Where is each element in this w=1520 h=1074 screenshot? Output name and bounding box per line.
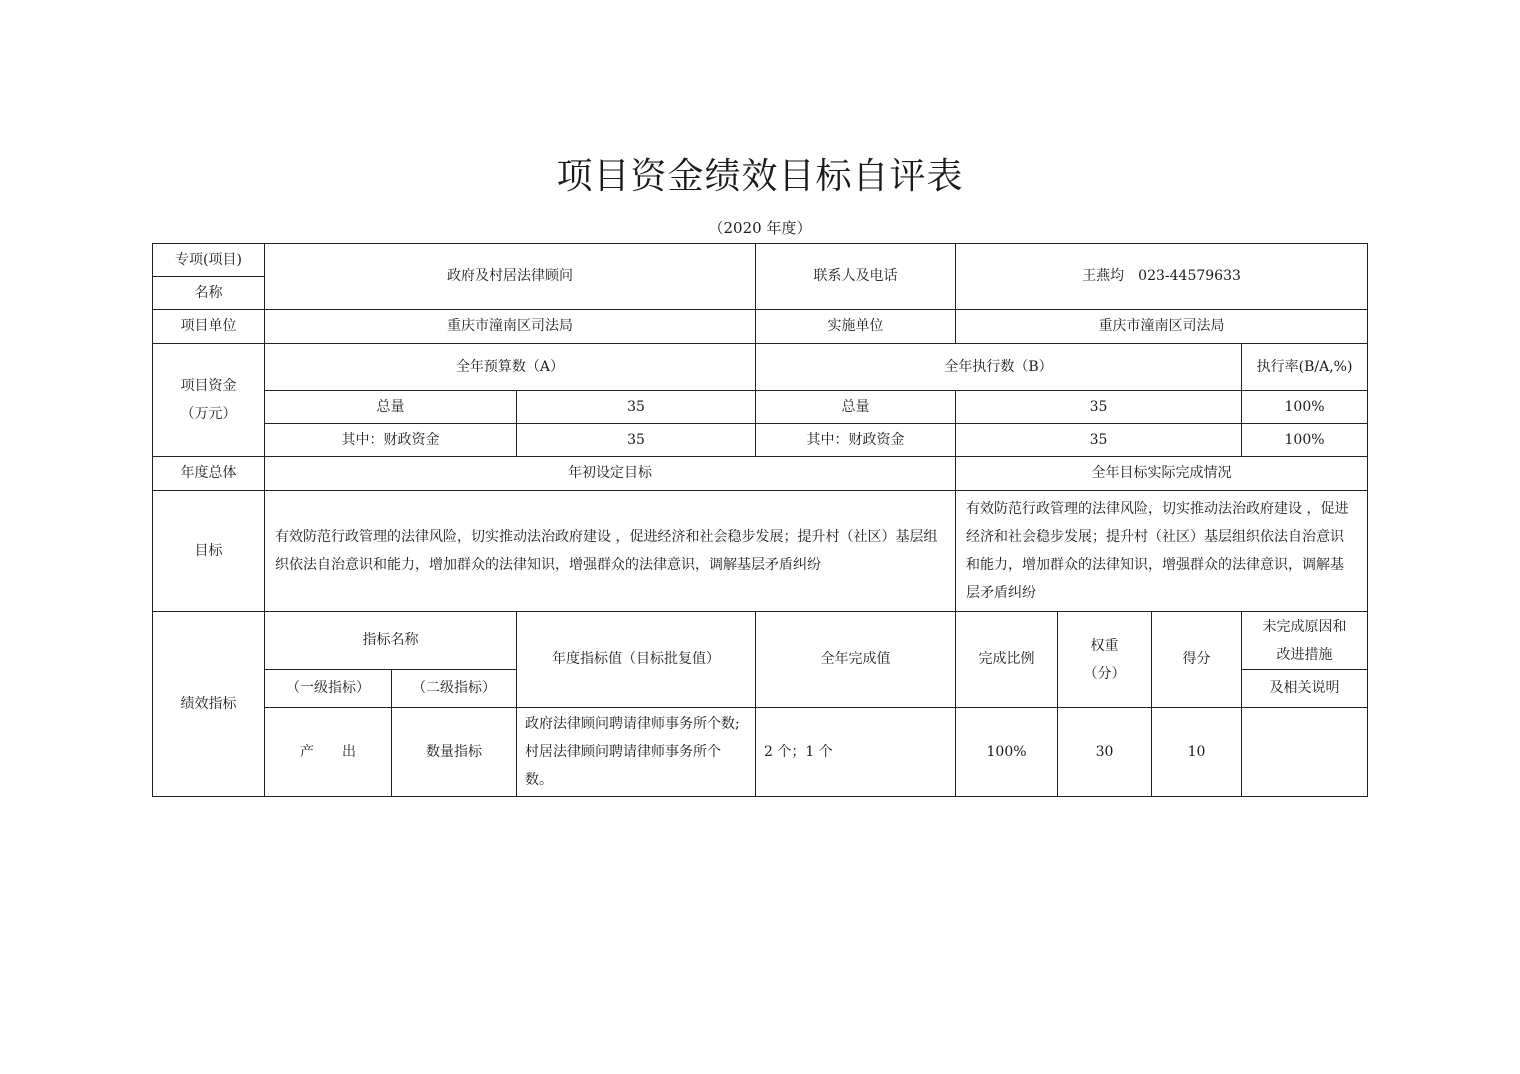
contact-value: 王燕均 023-44579633: [956, 244, 1368, 310]
indicator-name-header: 指标名称: [265, 612, 517, 670]
reason-header-1: 未完成原因和: [1262, 618, 1347, 635]
total-exec-value: 35: [956, 391, 1242, 424]
ratio-header: 完成比例: [956, 612, 1058, 708]
total-budget-label: 总量: [265, 391, 517, 424]
funds-label-2: （万元）: [180, 406, 237, 422]
initial-goal-header: 年初设定目标: [265, 457, 956, 491]
project-unit-value: 重庆市潼南区司法局: [265, 310, 756, 344]
project-unit-label: 项目单位: [153, 310, 265, 344]
row-level2: 数量指标: [392, 708, 517, 797]
row-weight: 30: [1058, 708, 1152, 797]
budget-header: 全年预算数（A）: [265, 344, 756, 391]
row-actual: 2 个；1 个: [756, 708, 956, 797]
score-header: 得分: [1152, 612, 1242, 708]
evaluation-table: [152, 243, 1368, 797]
completed-value-header: 全年完成值: [756, 612, 956, 708]
impl-unit-label: 实施单位: [756, 310, 956, 344]
funds-label: [153, 344, 265, 457]
row-note: [1242, 708, 1368, 797]
goal-label-1: 年度总体: [153, 457, 265, 491]
row-target: 政府法律顾问聘请律师事务所个数;村居法律顾问聘请律师事务所个数。: [517, 708, 756, 797]
impl-unit-value: 重庆市潼南区司法局: [956, 310, 1368, 344]
weight-header-2: （分）: [1083, 665, 1126, 682]
level1-header: （一级指标）: [265, 670, 392, 708]
actual-goal-text: 有效防范行政管理的法律风险，切实推动法治政府建设 ，促进经济和社会稳步发展；提升村（社区）基层组织依法自治意识和能力，增加群众的法律知识，增强群众的法律意识，调解基层矛盾纠纷: [956, 491, 1368, 612]
table-row: [153, 708, 1368, 797]
year-label: （2020 年度）: [708, 219, 812, 237]
contact-label: 联系人及电话: [756, 244, 956, 310]
fiscal-budget-value: 35: [517, 424, 756, 457]
row-level1: 产 出: [265, 708, 392, 797]
annual-value-header: 年度指标值（目标批复值）: [517, 612, 756, 708]
total-budget-value: 35: [517, 391, 756, 424]
row-ratio: 100%: [956, 708, 1058, 797]
reason-header-2: 改进措施: [1276, 646, 1333, 663]
weight-header: [1058, 612, 1152, 708]
total-rate-value: 100%: [1242, 391, 1368, 424]
fiscal-exec-value: 35: [956, 424, 1242, 457]
page-title: 项目资金绩效目标自评表: [556, 156, 964, 197]
fiscal-exec-label: 其中：财政资金: [756, 424, 956, 457]
weight-header-1: 权重: [1090, 637, 1119, 654]
fiscal-budget-label: 其中：财政资金: [265, 424, 517, 457]
fiscal-rate-value: 100%: [1242, 424, 1368, 457]
performance-label: 绩效指标: [153, 612, 265, 797]
project-name-label-2: 名称: [153, 277, 265, 310]
goal-label-2: 目标: [153, 491, 265, 612]
row-score: 10: [1152, 708, 1242, 797]
actual-goal-header: 全年目标实际完成情况: [956, 457, 1368, 491]
reason-header: [1242, 612, 1368, 670]
funds-label-1: 项目资金: [180, 378, 237, 394]
initial-goal-text: 有效防范行政管理的法律风险，切实推动法治政府建设 ，促进经济和社会稳步发展；提升村（社区）基层组织依法自治意识和能力，增加群众的法律知识，增强群众的法律意识，调解基层矛盾纠纷: [265, 491, 956, 612]
rate-header: 执行率(B/A,%): [1242, 344, 1368, 391]
reason-header-3: 及相关说明: [1242, 670, 1368, 708]
project-name-value: 政府及村居法律顾问: [265, 244, 756, 310]
level2-header: （二级指标）: [392, 670, 517, 708]
total-exec-label: 总量: [756, 391, 956, 424]
exec-header: 全年执行数（B）: [756, 344, 1242, 391]
project-name-label-1: 专项(项目): [153, 244, 265, 277]
